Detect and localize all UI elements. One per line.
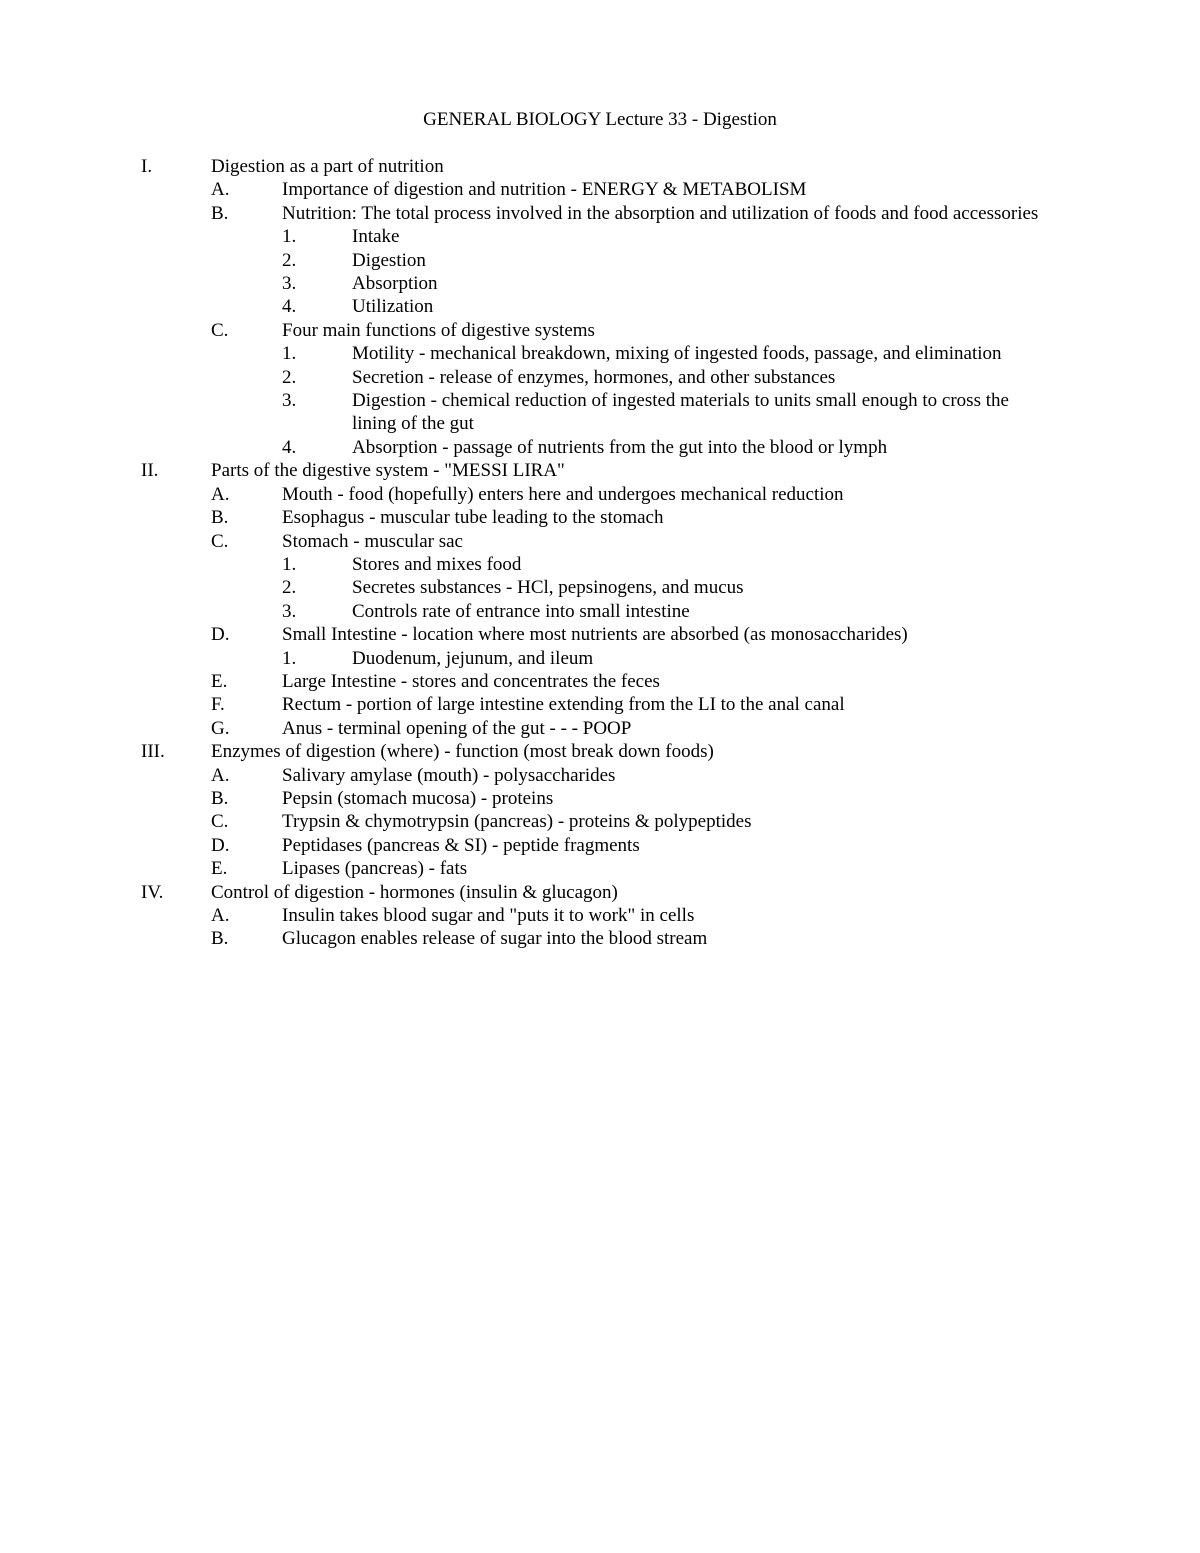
outline-item-label: A. [211,764,230,786]
outline-item-text: Small Intestine - location where most nutrients are absorbed (as monosaccharides) [282,624,908,646]
outline-item [0,927,1200,950]
outline-item-label: B. [211,202,229,224]
outline-item-text: Utilization [352,296,434,318]
outline-item-label: F. [211,694,225,716]
outline-item-text: Digestion as a part of nutrition [211,156,444,177]
outline-item-text: Mouth - food (hopefully) enters here and undergoes mechanical reduction [282,483,844,505]
outline-item [0,810,1200,833]
outline-item-text: Insulin takes blood sugar and "puts it to work" in cells [282,905,695,926]
outline-item-text: Large Intestine - stores and concentrates the feces [282,670,660,692]
outline-item [0,483,1200,506]
outline-item-label: D. [211,624,230,646]
outline-item-label: 1. [282,226,297,248]
outline-item-text: Four main functions of digestive systems [282,319,595,341]
outline-item-label: C. [211,811,229,833]
outline-item-label: E. [211,670,228,692]
outline-item [0,717,1200,740]
outline-item-text: Parts of the digestive system - "MESSI LIRA" [211,460,565,482]
outline-item-label: G. [211,717,230,739]
outline-item [0,272,1200,295]
outline-item-label: 1. [282,647,297,669]
lecture-outline [0,155,1200,951]
outline-item-text: Intake [352,226,400,248]
outline-item-label: 3. [282,273,297,295]
outline-item-text: Stomach - muscular sac [282,530,463,552]
outline-item-label: C. [211,530,229,552]
outline-item-text: Anus - terminal opening of the gut - - - POOP [282,717,632,739]
outline-item-text: Salivary amylase (mouth) - polysaccharides [282,764,616,786]
outline-item [0,787,1200,810]
outline-item-label: 1. [282,343,297,365]
outline-item-text: Duodenum, jejunum, and ileum [352,647,594,669]
outline-item-label: D. [211,834,230,856]
outline-item [0,436,1200,459]
outline-item [0,178,1200,201]
outline-item [0,295,1200,318]
outline-item [0,693,1200,716]
outline-item-label: A. [211,483,230,505]
outline-item-label: III. [141,741,165,763]
outline-item [0,553,1200,576]
outline-item-label: C. [211,319,229,341]
outline-item [0,857,1200,880]
outline-item-text: Peptidases (pancreas & SI) - peptide fragments [282,834,640,856]
outline-item-label: B. [211,507,229,529]
outline-item [0,834,1200,857]
outline-item-label: I. [141,156,153,177]
outline-item-label: 3. [282,390,297,412]
outline-item-text: Glucagon enables release of sugar into the blood stream [282,928,708,950]
outline-item-text: Digestion [352,249,426,271]
outline-item [0,155,1200,178]
outline-item-label: B. [211,928,229,950]
outline-item-label: A. [211,905,230,926]
outline-item-text: Secretes substances - HCl, pepsinogens, and mucus [352,577,744,599]
outline-item [0,202,1200,225]
outline-item-text: Secretion - release of enzymes, hormones, and other substances [352,366,836,388]
outline-item [0,623,1200,646]
outline-item-text: Stores and mixes food [352,553,522,575]
outline-item [0,319,1200,342]
outline-item [0,740,1200,763]
outline-item-text: Pepsin (stomach mucosa) - proteins [282,787,554,809]
outline-item-label: IV. [141,881,164,903]
outline-item [0,576,1200,599]
outline-item [0,225,1200,248]
outline-item-text: Absorption - passage of nutrients from the gut into the blood or lymph [352,436,888,458]
outline-item [0,459,1200,482]
outline-item-text: Esophagus - muscular tube leading to the stomach [282,507,664,529]
outline-item-text: Rectum - portion of large intestine extending from the LI to the anal canal [282,694,845,716]
outline-item [0,530,1200,553]
outline-item-label: A. [211,179,230,201]
outline-item-label: 2. [282,577,297,599]
outline-item [0,389,1200,436]
outline-item-label: 3. [282,600,297,622]
outline-item [0,342,1200,365]
outline-item-text: Importance of digestion and nutrition - ENERGY & METABOLISM [282,179,807,201]
outline-item [0,904,1200,927]
outline-item-text: Nutrition: The total process involved in the absorption and utilization of foods and food accessories [282,202,1039,224]
outline-item-label: E. [211,858,228,880]
outline-item [0,366,1200,389]
outline-item [0,881,1200,904]
outline-item [0,506,1200,529]
outline-item [0,670,1200,693]
outline-item [0,764,1200,787]
outline-item [0,600,1200,623]
outline-item-text: Enzymes of digestion (where) - function (most break down foods) [211,741,714,763]
outline-item [0,647,1200,670]
outline-item-text: Motility - mechanical breakdown, mixing of ingested foods, passage, and elimination [352,343,1002,365]
outline-item-label: 4. [282,296,297,318]
outline-item-text: Controls rate of entrance into small intestine [352,600,690,622]
outline-item-label: 2. [282,366,297,388]
outline-item-label: 1. [282,553,297,575]
outline-item-text: Absorption [352,273,438,295]
outline-item [0,249,1200,272]
outline-item-text: Control of digestion - hormones (insulin & glucagon) [211,881,618,903]
outline-item-label: B. [211,787,229,809]
outline-item-label: 2. [282,249,297,271]
page-title: GENERAL BIOLOGY Lecture 33 - Digestion [423,109,777,130]
outline-item-label: II. [141,460,159,482]
outline-item-text: Lipases (pancreas) - fats [282,858,468,880]
outline-item-label: 4. [282,436,297,458]
outline-item-text: Trypsin & chymotrypsin (pancreas) - proteins & polypeptides [282,811,752,833]
outline-item-text: Digestion - chemical reduction of ingested materials to units small enough to cross the lining of the gut [352,390,1009,435]
